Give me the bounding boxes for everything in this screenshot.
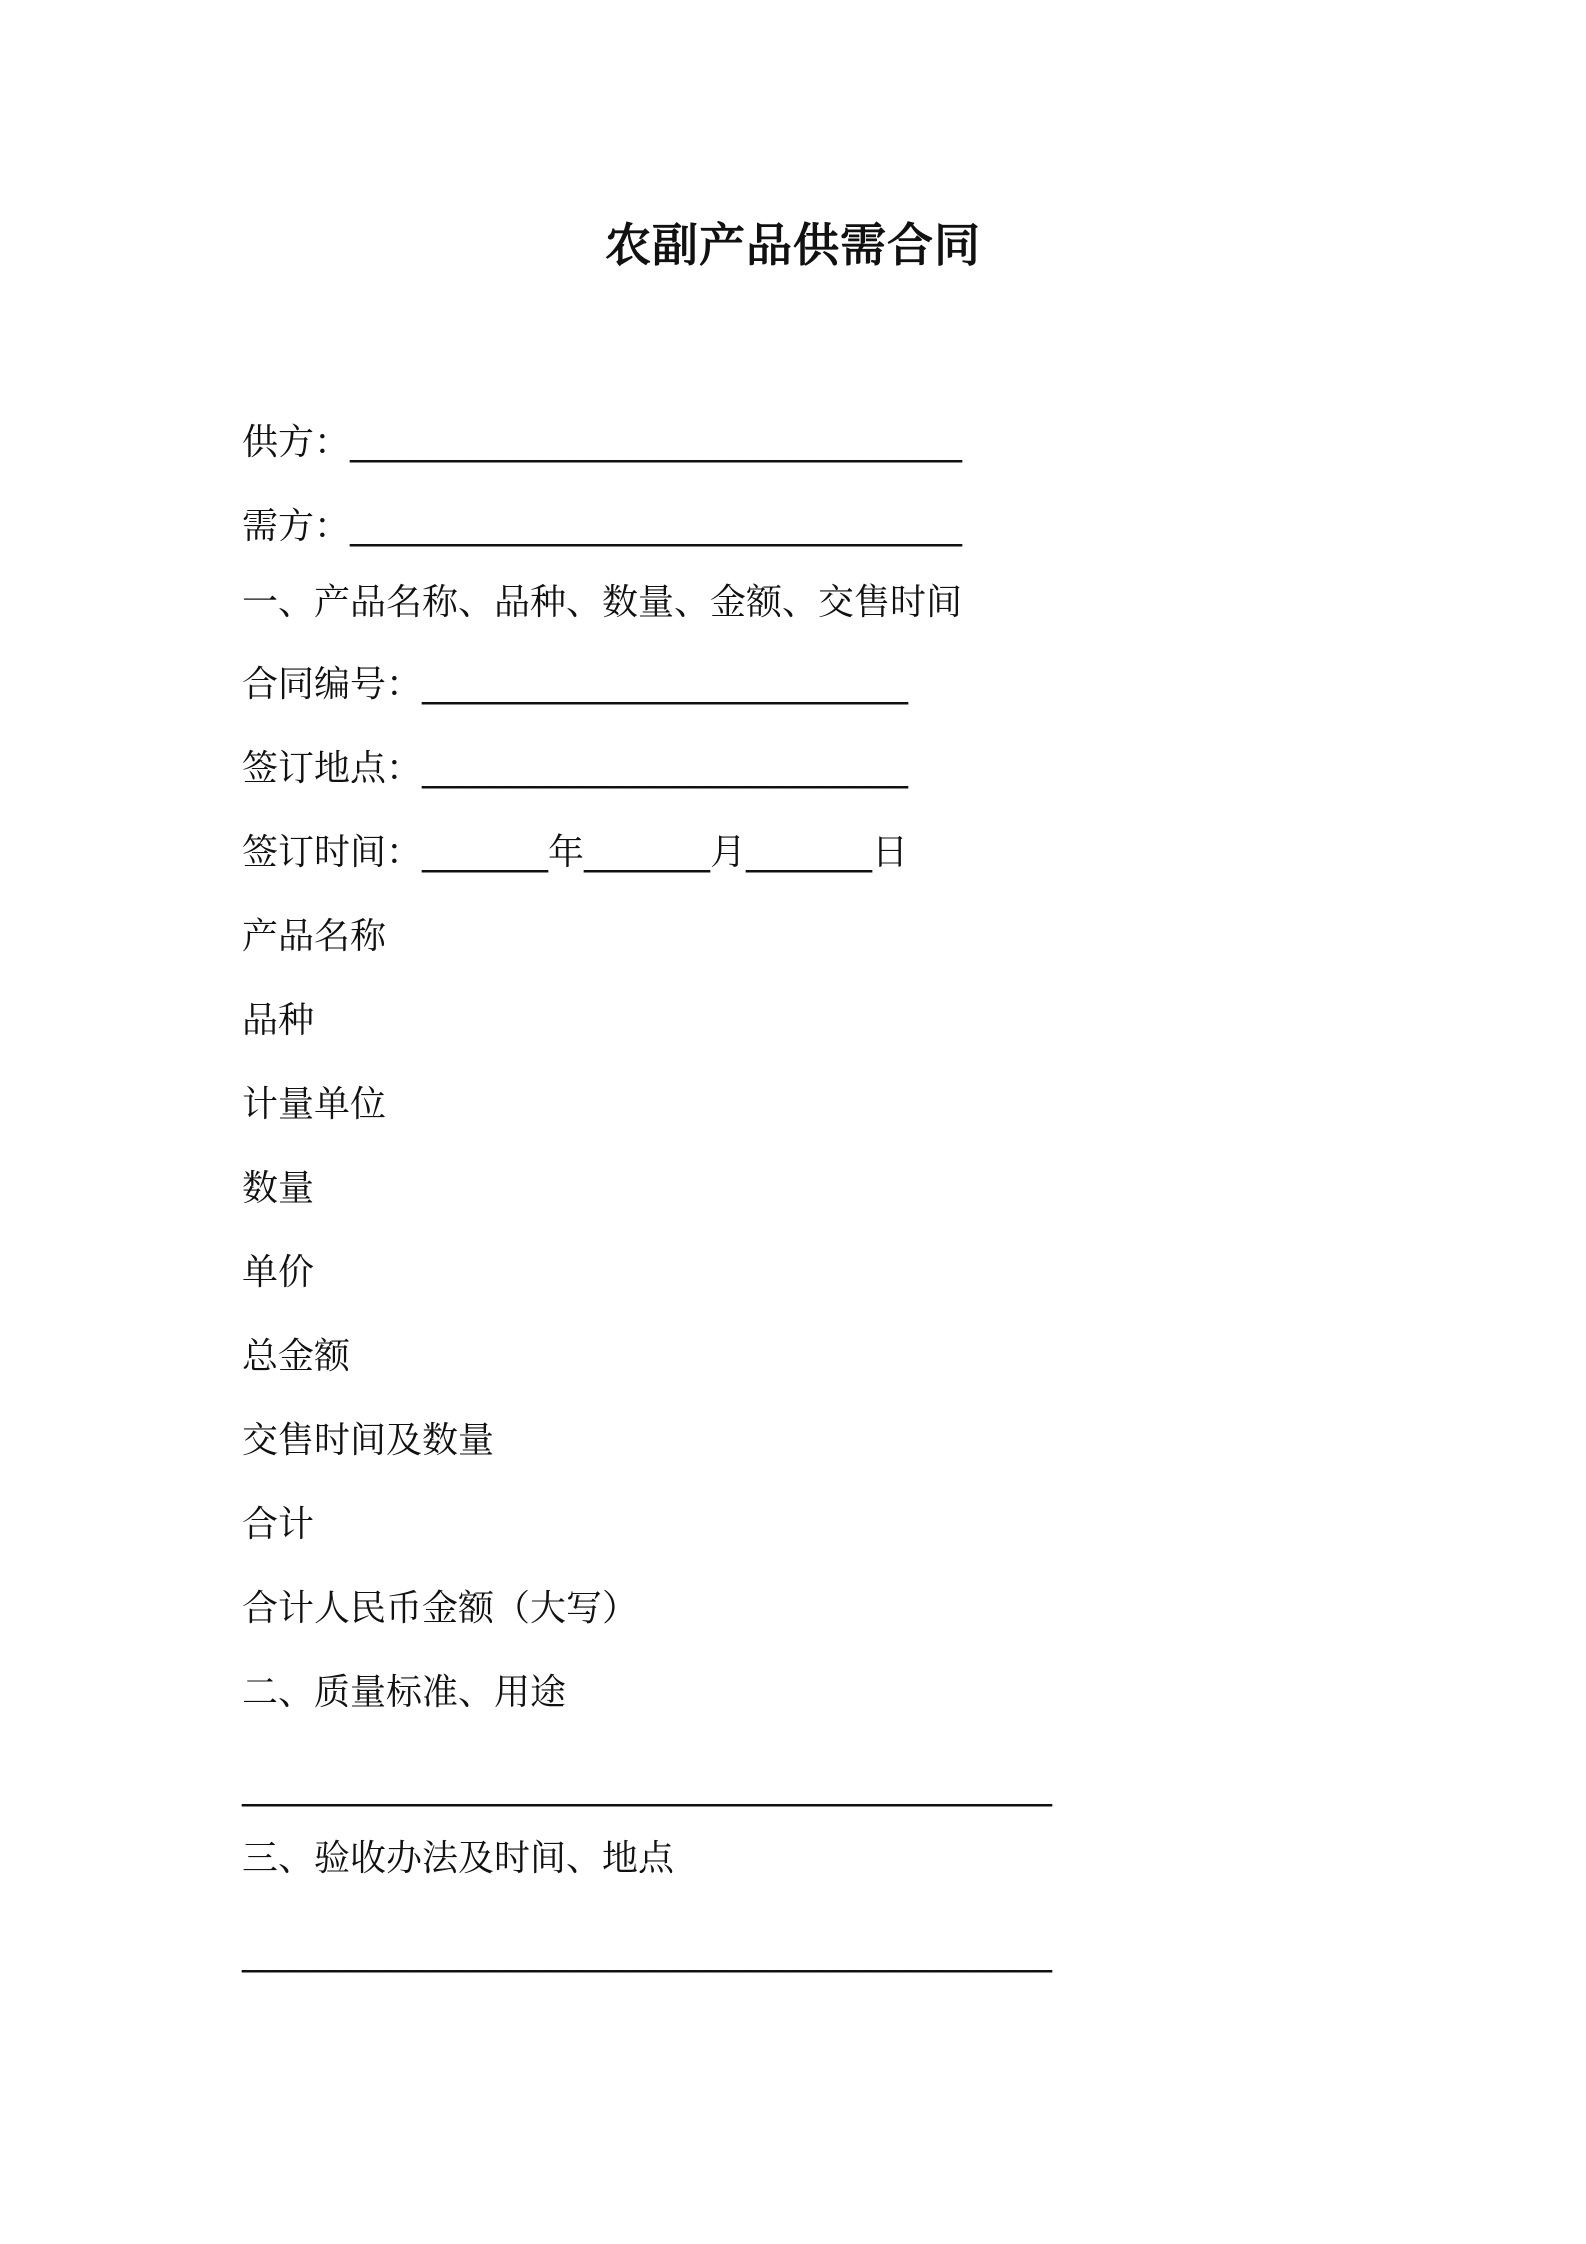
section-2-blank: _____________________________________________ — [242, 1766, 1052, 1807]
buyer-line: 需方：__________________________________ — [242, 506, 963, 547]
field-quantity: 数量 — [242, 1168, 315, 1209]
field-total-amount: 总金额 — [242, 1336, 351, 1377]
signing-place-line: 签订地点：___________________________ — [242, 748, 909, 789]
signing-time-line: 签订时间：_______年_______月_______日 — [242, 832, 909, 873]
contract-number-line: 合同编号：___________________________ — [242, 664, 909, 705]
supplier-line: 供方：__________________________________ — [242, 422, 963, 463]
field-unit: 计量单位 — [242, 1084, 387, 1125]
section-2-heading: 二、质量标准、用途 — [242, 1672, 567, 1713]
section-3-heading: 三、验收办法及时间、地点 — [242, 1838, 675, 1879]
section-1-heading: 一、产品名称、品种、数量、金额、交售时间 — [242, 582, 963, 623]
contract-title: 农副产品供需合同 — [605, 218, 981, 272]
field-total-rmb-words: 合计人民币金额（大写） — [242, 1588, 639, 1629]
field-variety: 品种 — [242, 1000, 315, 1041]
field-total: 合计 — [242, 1504, 315, 1545]
field-unit-price: 单价 — [242, 1252, 315, 1293]
field-product-name: 产品名称 — [242, 916, 387, 957]
section-3-blank: _____________________________________________ — [242, 1932, 1052, 1973]
field-delivery-time-quantity: 交售时间及数量 — [242, 1420, 495, 1461]
